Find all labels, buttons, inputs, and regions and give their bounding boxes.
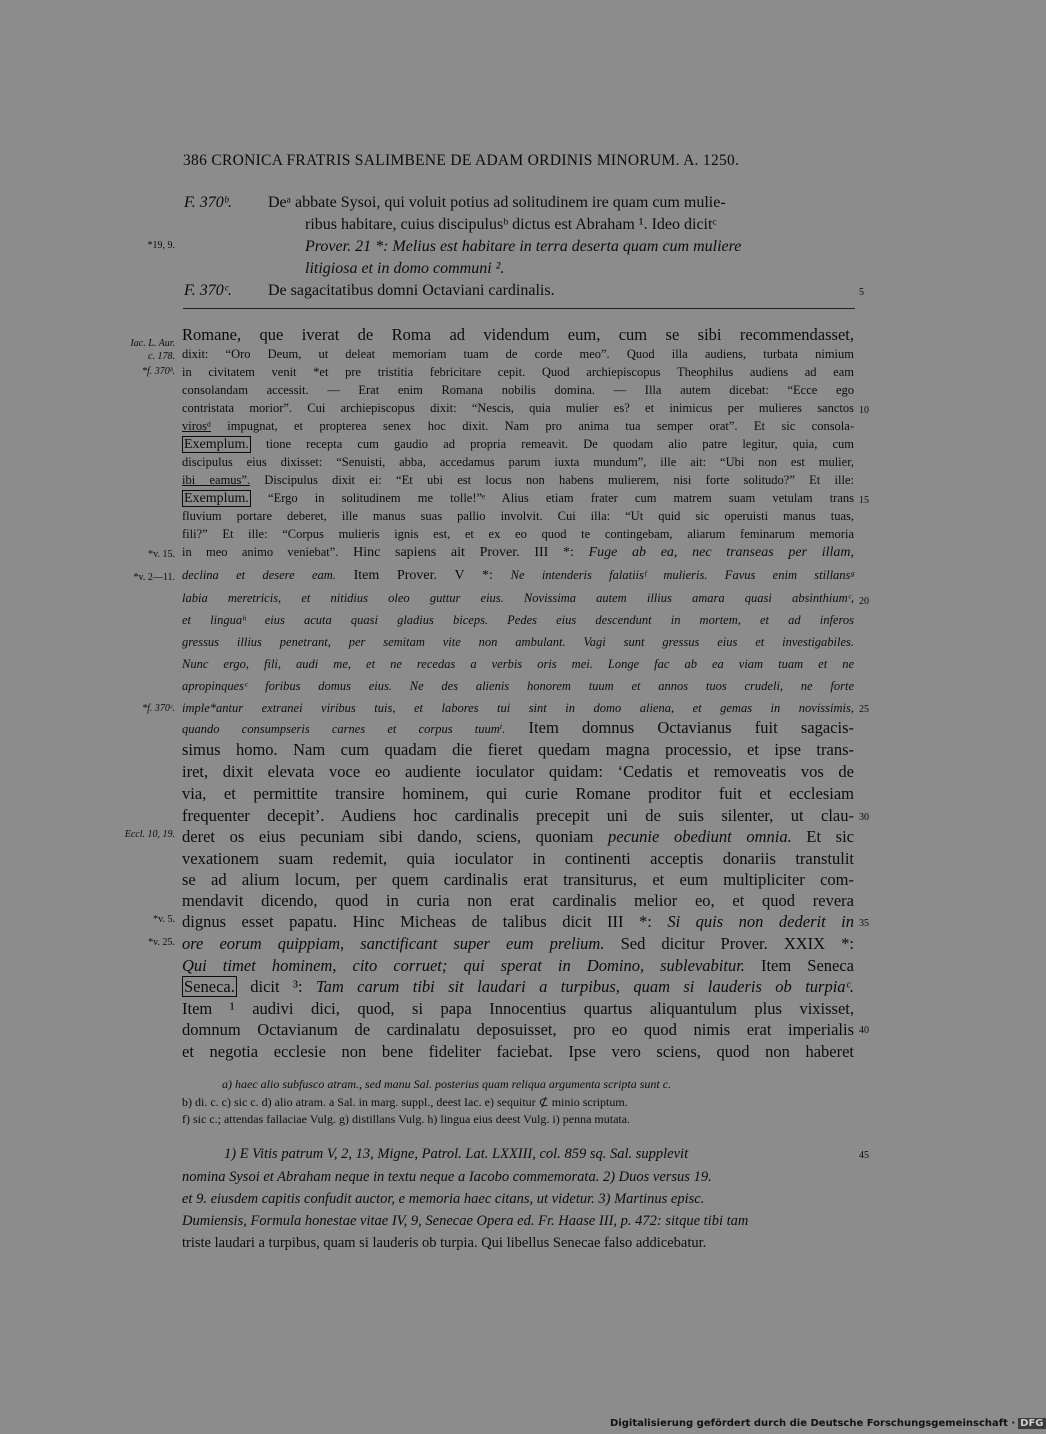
text-line: frequenter decepit’. Audiens hoc cardinalis precepit uni de suis silenter, ut clau- <box>182 806 854 825</box>
summary-line: Prover. 21 *: Melius est habitare in terra deserta quam cum muliere <box>305 238 742 255</box>
dfg-credit: Digitalisierung gefördert durch die Deutsche Forschungsgemeinschaft · DFG <box>610 1418 1044 1429</box>
footnote-line: et 9. eiusdem capitis confudit auctor, e memoria haec citans, ut videtur. 3) Martinus episc. <box>182 1191 705 1207</box>
summary-line: Deᵃ abbate Sysoi, qui voluit potius ad solitudinem ire quam cum mulie- <box>268 194 726 211</box>
section-rule <box>183 308 855 309</box>
footnote-line: nomina Sysoi et Abraham neque in textu neque a Iacobo commemorata. 2) Duos versus 19. <box>182 1169 712 1185</box>
footnote-line: 1) E Vitis patrum V, 2, 13, Migne, Patrol. Lat. LXXIII, col. 859 sq. Sal. supplevit <box>224 1146 689 1162</box>
running-header: 386 CRONICA FRATRIS SALIMBENE DE ADAM ORDINIS MINORUM. A. 1250. <box>183 152 740 169</box>
text-line: Nunc ergo, fili, audi me, et ne recedas a verbis oris mei. Longe fac ab ea viam tuam et ne <box>182 657 854 671</box>
text-line: virosᵈ impugnat, et propterea senex hoc dixit. Nam pro anima tua semper orat”. Et sic consola- <box>182 419 854 433</box>
line-number: 40 <box>859 1025 869 1036</box>
text-line: Exemplum. “Ergo in solitudinem me tolle!”ᵉ Alius etiam frater cum matrem suam vetulam trans <box>184 491 854 506</box>
text-line: simus homo. Nam cum quadam die fieret quedam magna processio, et ipse trans- <box>182 740 854 759</box>
margin-ref: *f. 370ᵇ. <box>142 366 175 377</box>
apparatus-note: f) sic c.; attendas fallaciae Vulg. g) distillans Vulg. h) lingua eius deest Vulg. i) penna mutata. <box>182 1112 631 1126</box>
text-line: Romane, que iverat de Roma ad videndum eum, cum se sibi recommendasset, <box>182 325 854 344</box>
text-line: labia meretricis, et nitidius oleo guttur eius. Novissima autem illius amara quasi absinthiumᶜ, <box>182 591 854 605</box>
margin-ref: c. 178. <box>148 351 175 362</box>
text-line: via, et permittite transire hominem, qui curie Romane proditor fuit et ecclesiam <box>182 784 854 803</box>
line-number: 5 <box>859 287 864 298</box>
summary-line: litigiosa et in domo communi ². <box>305 260 505 277</box>
line-number: 30 <box>859 812 869 823</box>
text-line: consolandam accessit. — Erat enim Romana nobilis domina. — Illa autem dicebat: “Ecce ego <box>182 383 854 397</box>
exemplum-box: Exemplum. <box>184 491 249 506</box>
seneca-box: Seneca. <box>184 977 235 996</box>
text-line: ibi eamus”. Discipulus dixit ei: “Et ubi est locus non habens mulierem, nisi forte solitudo?” Et ille: <box>182 473 854 487</box>
margin-ref: *v. 15. <box>148 549 175 560</box>
text-line: se ad alium locum, per quem cardinalis erat transiturus, et eum multipliciter com- <box>182 870 854 889</box>
text-line: et negotia ecclesie non bene fideliter faciebat. Ipse vero sciens, quod non haberet <box>182 1042 854 1061</box>
text-line: vexationem suam redemit, quia ioculator in continenti acceptis donariis transtulit <box>182 849 854 868</box>
text-line: fili?” Et ille: “Corpus mulieris ignis est, et ex eo quod te contingebam, aliarum feminarum memoria <box>182 527 854 541</box>
margin-ref: *v. 25. <box>148 937 175 948</box>
text-line: quando consumpseris carnes et corpus tuumⁱ. Item domnus Octavianus fuit sagacis- <box>182 718 854 737</box>
line-number: 25 <box>859 704 869 715</box>
folio-ref: F. 370ᶜ. <box>184 282 232 299</box>
text-line: in civitatem venit *et pre tristitia febricitare cepit. Quod archiepiscopus Theophilus audiens ad eam <box>182 365 854 379</box>
margin-ref: *f. 370ᶜ. <box>142 703 175 714</box>
line-number: 15 <box>859 495 869 506</box>
text-line: iret, dixit elevata voce eo audiente ioculator quidam: ‘Cedatis et removeatis vos de <box>182 762 854 781</box>
text-line: in meo animo veniebat”. Hinc sapiens ait Prover. III *: Fuge ab ea, nec transeas per illam, <box>182 545 854 560</box>
footnote-line: triste laudari a turpibus, quam si lauderis ob turpia. Qui libellus Senecae falso addicebatur. <box>182 1235 707 1251</box>
underlined-word: virosᵈ <box>182 419 211 433</box>
text-line: mendavit dicendo, quod in curia non erat cardinalis melior eo, et quod revera <box>182 891 854 910</box>
line-number: 20 <box>859 596 869 607</box>
text-line: gressus illius penetrant, per semitam vite non ambulant. Vagi sunt gressus eius et investigabiles. <box>182 635 854 649</box>
dfg-logo-icon: DFG <box>1020 1418 1044 1429</box>
text-line: declina et desere eam. Item Prover. V *: Ne intenderis falatiisᶠ mulieris. Favus enim stillansᵍ <box>182 568 854 583</box>
text-line: apropinquesᶜ foribus domus eius. Ne des alienis honorem tuum et annos tuos crudeli, ne forte <box>182 679 854 693</box>
exemplum-box: Exemplum. <box>184 437 249 452</box>
margin-ref: *v. 5. <box>153 914 175 925</box>
text-line: contristata morior”. Cui archiepiscopus dixit: “Nescis, quia mulier es? et inimicus per mulieres sanctos <box>182 401 854 415</box>
text-line: Item ¹ audivi dici, quod, si papa Innocentius quartus aliquantulum plus vixisset, <box>182 999 854 1018</box>
text-line: Seneca. dicit ³: Tam carum tibi sit laudari a turpibus, quam si lauderis ob turpiaᶜ. <box>184 977 854 996</box>
text-line: et linguaʰ eius acuta quasi gladius biceps. Pedes eius descendunt in mortem, et ad inferos <box>182 613 854 627</box>
text-line: dignus esset papatu. Hinc Micheas de talibus dicit III *: Si quis non dederit in <box>182 912 854 931</box>
line-number: 10 <box>859 405 869 416</box>
footnote-line: Dumiensis, Formula honestae vitae IV, 9, Senecae Opera ed. Fr. Haase III, p. 472: sitque tibi tam <box>182 1213 749 1229</box>
text-line: discipulus eius dixisset: “Senuisti, abba, accedamus parum iuxta mundum”, ille ait: “Ubi non est mulier, <box>182 455 854 469</box>
margin-ref: *19, 9. <box>147 240 175 251</box>
text-line: domnum Octavianum de cardinalatu deposuisset, pro eo quod nimis erat imperialis <box>182 1020 854 1039</box>
text-line: ore eorum quippiam, sanctificant super eum prelium. Sed dicitur Prover. XXIX *: <box>182 934 854 953</box>
line-number: 35 <box>859 918 869 929</box>
apparatus-note: a) haec alio subfusco atram., sed manu Sal. posterius quam reliqua argumenta scripta sunt c. <box>222 1077 672 1091</box>
margin-ref: Iac. L. Aur. <box>130 338 175 349</box>
text-line: Qui timet hominem, cito corruet; qui sperat in Domino, sublevabitur. Item Seneca <box>182 956 854 975</box>
apparatus-note: b) di. c. c) sic c. d) alio atram. a Sal. in marg. suppl., deest Iac. e) sequitur ⊄ minio scriptum. <box>182 1095 628 1109</box>
text-line: imple*antur extranei viribus tuis, et labores tui sint in domo aliena, et gemas in novissimis, <box>182 701 854 715</box>
margin-ref: Eccl. 10, 19. <box>124 829 175 840</box>
summary-line: De sagacitatibus domni Octaviani cardinalis. <box>268 282 555 299</box>
summary-line: ribus habitare, cuius discipulusᵇ dictus est Abraham ¹. Ideo dicitᶜ <box>305 216 717 233</box>
text-line: Exemplum. tione recepta cum gaudio ad propria remeavit. De quodam alio patre legitur, quia, cum <box>184 437 854 452</box>
folio-ref: F. 370ᵇ. <box>184 194 233 211</box>
text-line: fluvium portare deberet, ille manus suas pallio involvit. Cui illa: “Ut quid sic operuisti manus tuas, <box>182 509 854 523</box>
line-number: 45 <box>859 1150 869 1161</box>
text-line: deret os eius pecuniam sibi dando, sciens, quoniam pecunie obediunt omnia. Et sic <box>182 827 854 846</box>
text-line: dixit: “Oro Deum, ut deleat memoriam tuam de corde meo”. Quod illa audiens, turbata nimium <box>182 347 854 361</box>
margin-ref: *v. 2—11. <box>133 572 175 583</box>
